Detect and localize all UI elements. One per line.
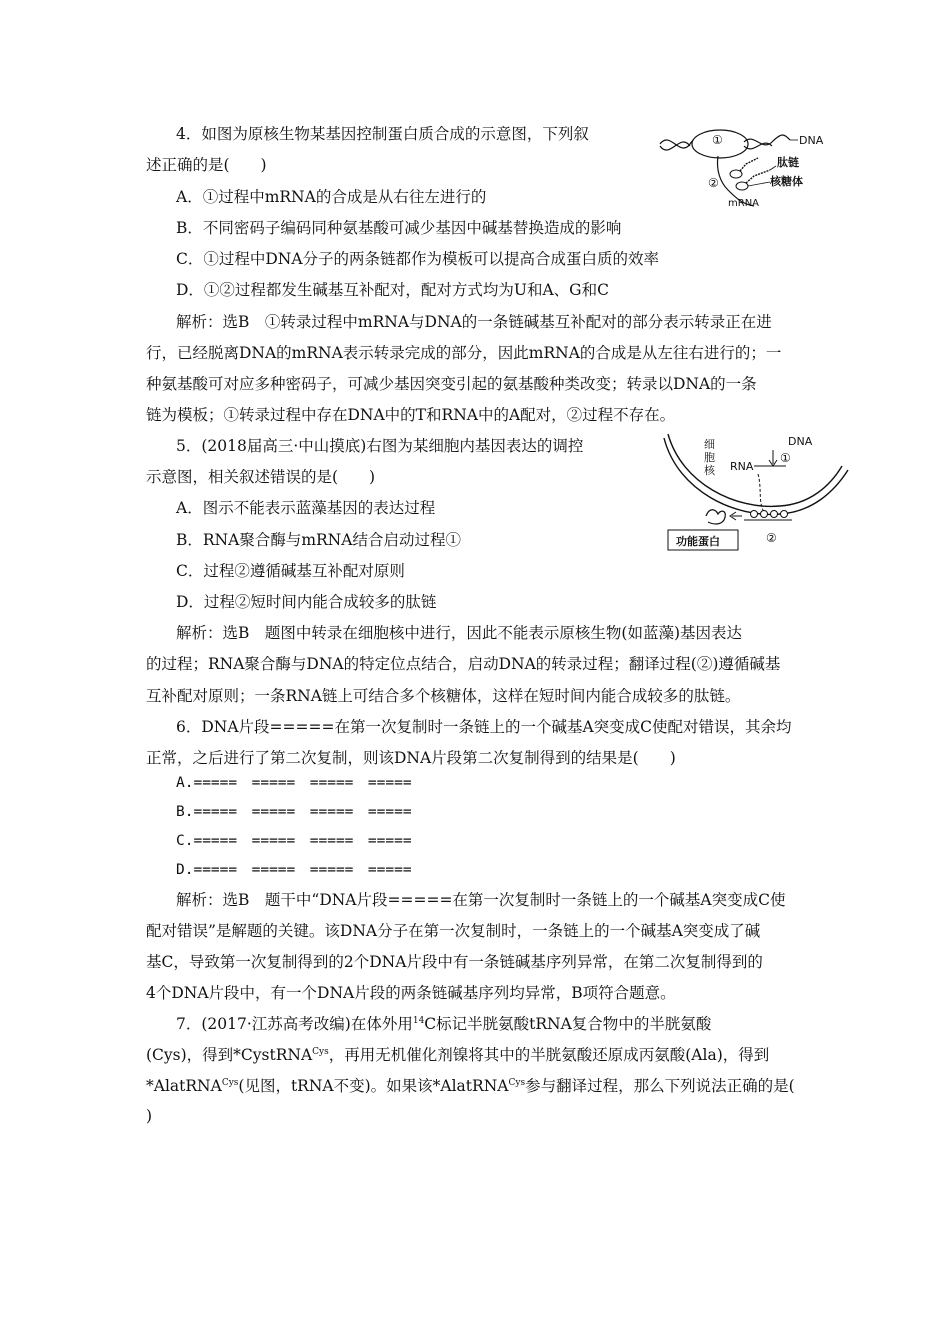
q4-figure-label-2: ② — [708, 176, 719, 190]
q7-stem-line-3: *AlatRNA$^{Cys}$(见图，tRNA不变)。如果该*AlatRNA$^{Cys}$参与翻译过程，那么下列说法正确的是( — [146, 1077, 795, 1095]
q5-figure-label-protein: 功能蛋白 — [676, 535, 720, 548]
q5-gene-expression-figure — [662, 430, 850, 554]
peptide-chain-1-icon — [740, 158, 758, 171]
q4-option-b: B．不同密码子编码同种氨基酸可减少基因中碱基替换造成的影响 — [176, 219, 622, 237]
ribosome-a-icon — [751, 511, 758, 518]
q6-stem-line-1: 6．DNA片段=====在第一次复制时一条链上的一个碱基A突变成C使配对错误，其余均 — [176, 718, 792, 736]
ribosome-1-icon — [730, 170, 742, 178]
dna-strand-left-2-icon — [660, 142, 690, 150]
folded-protein-icon — [706, 510, 725, 524]
ribosome-label-line — [748, 182, 770, 186]
q4-option-d: D．①②过程都发生碱基互补配对，配对方式均为U和A、G和C — [176, 281, 609, 299]
q5-figure-nucleus-char-3: 核 — [704, 464, 715, 477]
q7-stem-line-1: 7．(2017·江苏高考改编)在体外用$^{14}$C标记半胱氨酸tRNA复合物中的半胱氨酸 — [176, 1015, 712, 1033]
q6-option-c: C.===== ===== ===== ===== — [176, 833, 412, 849]
q6-option-d: D.===== ===== ===== ===== — [176, 862, 412, 878]
q5-stem-line-2: 示意图，相关叙述错误的是( ) — [146, 468, 376, 486]
q5-analysis-line-3: 互补配对原则；一条RNA链上可结合多个核糖体，这样在短时间内能合成较多的肽链。 — [146, 687, 741, 705]
q4-stem-line-1: 4．如图为原核生物某基因控制蛋白质合成的示意图，下列叙 — [176, 125, 589, 143]
q5-option-c: C．过程②遵循碱基互补配对原则 — [176, 562, 405, 580]
q5-analysis-line-1: 解析：选B 题图中转录在细胞核中进行，因此不能表示原核生物(如蓝藻)基因表达 — [176, 624, 742, 642]
q4-figure-label-dna: DNA — [799, 134, 824, 147]
q6-option-b: B.===== ===== ===== ===== — [176, 804, 412, 820]
q4-figure-label-ribosome: 核糖体 — [770, 175, 803, 188]
q4-analysis-line-3: 种氨基酸可对应多种密码子，可减少基因突变引起的氨基酸种类改变；转录以DNA的一条 — [146, 375, 757, 393]
nuclear-membrane-outer-icon — [664, 438, 848, 514]
q6-analysis-line-3: 基C，导致第一次复制得到的2个DNA片段中有一条链碱基序列异常，在第二次复制得到的 — [146, 953, 763, 971]
peptide-chain-2-icon — [746, 170, 770, 183]
q5-option-a: A．图示不能表示蓝藻基因的表达过程 — [176, 499, 436, 517]
q4-analysis-line-4: 链为模板；①转录过程中存在DNA中的T和RNA中的A配对，②过程不存在。 — [146, 406, 676, 424]
q5-figure-label-1: ① — [780, 451, 791, 465]
ribosome-d-icon — [781, 511, 788, 518]
ribosome-b-icon — [761, 511, 768, 518]
q5-figure-label-2: ② — [766, 531, 777, 545]
q7-stem-line-2: (Cys)，得到*CystRNA$^{Cys}$，再用无机催化剂镍将其中的半胱氨酸还原成丙氨酸(Ala)，得到 — [146, 1046, 770, 1064]
q4-figure-label-1: ① — [712, 133, 723, 147]
q4-analysis-line-1: 解析：选B ①转录过程中mRNA与DNA的一条链碱基互补配对的部分表示转录正在进 — [176, 313, 772, 331]
q5-analysis-line-2: 的过程；RNA聚合酶与DNA的特定位点结合，启动DNA的转录过程；翻译过程(②)遵循碱基 — [146, 655, 781, 673]
q7-stem-line-4: ) — [146, 1107, 153, 1125]
q6-stem-line-2: 正常，之后进行了第二次复制，则该DNA片段第二次复制得到的结果是( ) — [146, 749, 676, 767]
peptide-label-line — [770, 166, 776, 170]
q4-option-c: C．①过程中DNA分子的两条链都作为模板可以提高合成蛋白质的效率 — [176, 250, 660, 268]
q5-figure-nucleus-char-1: 细 — [704, 438, 715, 451]
q5-option-d: D．过程②短时间内能合成较多的肽链 — [176, 593, 437, 611]
q4-transcription-figure — [658, 124, 824, 216]
q4-figure-label-peptide: 肽链 — [777, 156, 799, 169]
q6-analysis-line-2: 配对错误”是解题的关键。该DNA分子在第一次复制时，一条链上的一个碱基A突变成了碱 — [146, 922, 761, 940]
q4-option-a: A．①过程中mRNA的合成是从右往左进行的 — [176, 188, 487, 206]
q5-figure-nucleus-char-2: 胞 — [704, 451, 715, 464]
q5-figure-label-rna: RNA — [730, 460, 754, 473]
q5-stem-line-1: 5．(2018届高三·中山摸底)右图为某细胞内基因表达的调控 — [176, 437, 584, 455]
q4-stem-line-2: 述正确的是( ) — [146, 156, 267, 174]
ribosome-c-icon — [771, 511, 778, 518]
nuclear-membrane-icon — [668, 434, 842, 506]
q5-figure-label-dna: DNA — [788, 435, 813, 448]
q4-figure-label-mrna: mRNA — [728, 198, 760, 209]
q4-analysis-line-2: 行，已经脱离DNA的mRNA表示转录完成的部分，因此mRNA的合成是从左往右进行的；一 — [146, 344, 782, 362]
q6-analysis-line-4: 4个DNA片段中，有一个DNA片段的两条链碱基序列均异常，B项符合题意。 — [146, 984, 676, 1002]
q5-option-b: B．RNA聚合酶与mRNA结合启动过程① — [176, 531, 461, 549]
q6-option-a: A.===== ===== ===== ===== — [176, 775, 412, 791]
q6-analysis-line-1: 解析：选B 题干中“DNA片段=====在第一次复制时一条链上的一个碱基A突变成C使 — [176, 891, 786, 909]
